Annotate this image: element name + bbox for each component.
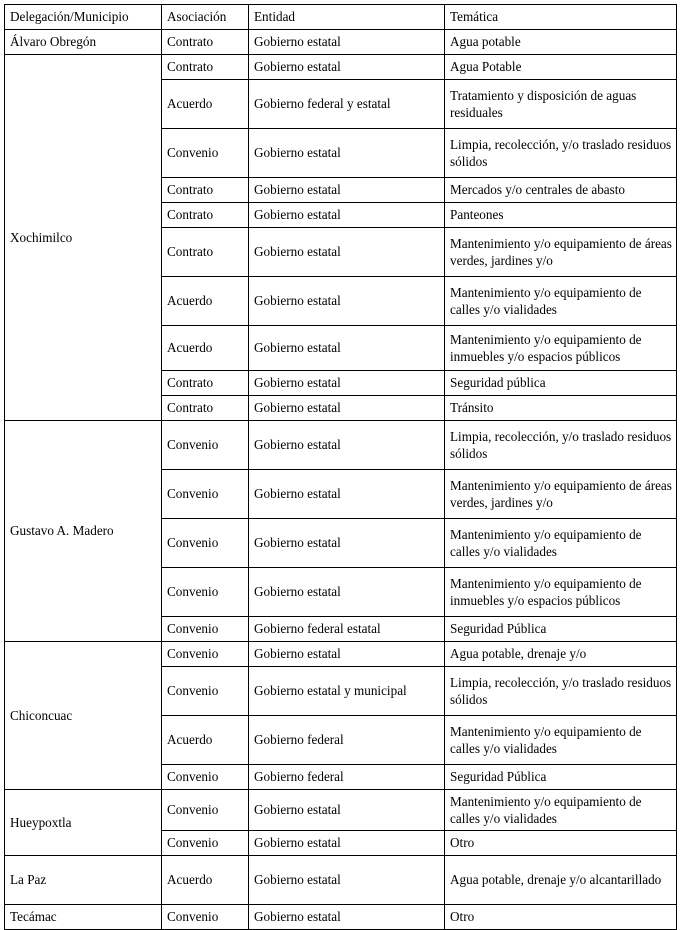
asociacion-cell: Convenio [162, 642, 249, 667]
tematica-cell: Limpia, recolección, y/o traslado residuos sólidos [445, 421, 677, 470]
municipality-cell: Hueypoxtla [5, 790, 162, 856]
table-container [4, 4, 676, 930]
entidad-cell: Gobierno estatal [249, 831, 445, 856]
entidad-cell: Gobierno federal [249, 716, 445, 765]
column-header-entidad: Entidad [249, 5, 445, 30]
entidad-cell: Gobierno estatal [249, 326, 445, 371]
asociacion-cell: Acuerdo [162, 716, 249, 765]
entidad-cell: Gobierno estatal [249, 396, 445, 421]
entidad-cell: Gobierno estatal [249, 30, 445, 55]
asociacion-cell: Convenio [162, 667, 249, 716]
entidad-cell: Gobierno estatal [249, 790, 445, 831]
table-row [5, 421, 677, 470]
asociacion-cell: Convenio [162, 421, 249, 470]
entidad-cell: Gobierno estatal [249, 568, 445, 617]
entidad-cell: Gobierno estatal [249, 421, 445, 470]
tematica-cell: Mantenimiento y/o equipamiento de calles y/o vialidades [445, 716, 677, 765]
table-header-row [5, 5, 677, 30]
municipality-cell: Tecámac [5, 905, 162, 930]
entidad-cell: Gobierno federal y estatal [249, 80, 445, 129]
entidad-cell: Gobierno estatal [249, 178, 445, 203]
asociacion-cell: Convenio [162, 519, 249, 568]
asociacion-cell: Convenio [162, 129, 249, 178]
asociacion-cell: Convenio [162, 831, 249, 856]
asociacion-cell: Acuerdo [162, 326, 249, 371]
asociacion-cell: Contrato [162, 178, 249, 203]
asociacion-cell: Convenio [162, 905, 249, 930]
agreements-table [4, 4, 677, 930]
entidad-cell: Gobierno estatal [249, 55, 445, 80]
asociacion-cell: Acuerdo [162, 277, 249, 326]
tematica-cell: Tratamiento y disposición de aguas residuales [445, 80, 677, 129]
entidad-cell: Gobierno federal estatal [249, 617, 445, 642]
entidad-cell: Gobierno estatal [249, 371, 445, 396]
asociacion-cell: Contrato [162, 396, 249, 421]
tematica-cell: Mantenimiento y/o equipamiento de calles y/o vialidades [445, 790, 677, 831]
tematica-cell: Agua potable, drenaje y/o alcantarillado [445, 856, 677, 905]
asociacion-cell: Contrato [162, 55, 249, 80]
entidad-cell: Gobierno estatal [249, 470, 445, 519]
asociacion-cell: Convenio [162, 790, 249, 831]
tematica-cell: Mantenimiento y/o equipamiento de calles y/o vialidades [445, 277, 677, 326]
entidad-cell: Gobierno estatal [249, 129, 445, 178]
table-row [5, 790, 677, 831]
tematica-cell: Tránsito [445, 396, 677, 421]
tematica-cell: Seguridad Pública [445, 617, 677, 642]
entidad-cell: Gobierno estatal [249, 228, 445, 277]
tematica-cell: Mantenimiento y/o equipamiento de inmuebles y/o espacios públicos [445, 568, 677, 617]
table-row [5, 30, 677, 55]
entidad-cell: Gobierno estatal [249, 277, 445, 326]
municipality-cell: Xochimilco [5, 55, 162, 421]
tematica-cell: Agua Potable [445, 55, 677, 80]
asociacion-cell: Contrato [162, 371, 249, 396]
table-row [5, 642, 677, 667]
municipality-cell: La Paz [5, 856, 162, 905]
entidad-cell: Gobierno estatal [249, 856, 445, 905]
tematica-cell: Mantenimiento y/o equipamiento de calles y/o vialidades [445, 519, 677, 568]
tematica-cell: Seguridad Pública [445, 765, 677, 790]
municipality-cell: Gustavo A. Madero [5, 421, 162, 642]
table-row [5, 856, 677, 905]
asociacion-cell: Acuerdo [162, 80, 249, 129]
tematica-cell: Seguridad pública [445, 371, 677, 396]
column-header-asociacion: Asociación [162, 5, 249, 30]
tematica-cell: Agua potable, drenaje y/o [445, 642, 677, 667]
tematica-cell: Mercados y/o centrales de abasto [445, 178, 677, 203]
tematica-cell: Limpia, recolección, y/o traslado residuos sólidos [445, 667, 677, 716]
tematica-cell: Mantenimiento y/o equipamiento de inmuebles y/o espacios públicos [445, 326, 677, 371]
asociacion-cell: Acuerdo [162, 856, 249, 905]
entidad-cell: Gobierno estatal [249, 519, 445, 568]
tematica-cell: Otro [445, 905, 677, 930]
municipality-cell: Álvaro Obregón [5, 30, 162, 55]
tematica-cell: Mantenimiento y/o equipamiento de áreas verdes, jardines y/o [445, 470, 677, 519]
tematica-cell: Agua potable [445, 30, 677, 55]
entidad-cell: Gobierno federal [249, 765, 445, 790]
table-body [5, 5, 677, 930]
asociacion-cell: Convenio [162, 765, 249, 790]
asociacion-cell: Convenio [162, 617, 249, 642]
municipality-cell: Chiconcuac [5, 642, 162, 790]
column-header-tematica: Temática [445, 5, 677, 30]
tematica-cell: Mantenimiento y/o equipamiento de áreas verdes, jardines y/o [445, 228, 677, 277]
column-header-municipio: Delegación/Municipio [5, 5, 162, 30]
table-row [5, 55, 677, 80]
entidad-cell: Gobierno estatal [249, 905, 445, 930]
asociacion-cell: Contrato [162, 228, 249, 277]
asociacion-cell: Convenio [162, 470, 249, 519]
entidad-cell: Gobierno estatal [249, 642, 445, 667]
asociacion-cell: Contrato [162, 30, 249, 55]
tematica-cell: Limpia, recolección, y/o traslado residuos sólidos [445, 129, 677, 178]
asociacion-cell: Convenio [162, 568, 249, 617]
entidad-cell: Gobierno estatal [249, 203, 445, 228]
entidad-cell: Gobierno estatal y municipal [249, 667, 445, 716]
tematica-cell: Otro [445, 831, 677, 856]
table-row [5, 905, 677, 930]
tematica-cell: Panteones [445, 203, 677, 228]
asociacion-cell: Contrato [162, 203, 249, 228]
